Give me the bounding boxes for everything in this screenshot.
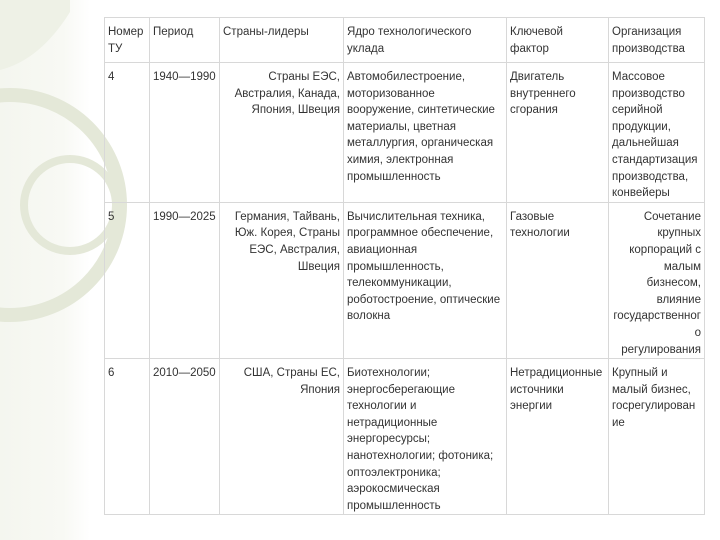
cell-factor: Газовые технологии	[507, 202, 609, 358]
cell-core: Биотехнологии; энергосберегающие технологии и нетрадиционные энергоресурсы; нанотехнологии; фотоника; оптоэлектроника; аэрокосмическая промышленность	[344, 359, 507, 515]
header-cell-core: Ядро технологического уклада	[344, 18, 507, 63]
cell-number: 5	[105, 202, 150, 358]
header-cell-number: Номер ТУ	[105, 18, 150, 63]
header-cell-countries: Страны-лидеры	[220, 18, 344, 63]
table-row	[105, 63, 705, 203]
header-cell-factor: Ключевой фактор	[507, 18, 609, 63]
cell-organization: Крупный и малый бизнес, госрегулирование	[609, 359, 705, 515]
cell-organization: Массовое производство серийной продукции, дальнейшая стандартизация производства, конвейеры	[609, 63, 705, 203]
header-cell-period: Период	[150, 18, 220, 63]
cell-countries: Страны ЕЭС, Австралия, Канада, Япония, Швеция	[220, 63, 344, 203]
table-row	[105, 202, 705, 358]
tech-modes-table	[104, 17, 705, 515]
cell-core: Автомобилестроение, моторизованное вооружение, синтетические материалы, цветная металлургия, органическая химия, электронная промышленность	[344, 63, 507, 203]
cell-factor: Двигатель внутреннего сгорания	[507, 63, 609, 203]
cell-factor: Нетрадиционные источники энергии	[507, 359, 609, 515]
cell-period: 1990—2025	[150, 202, 220, 358]
cell-number: 6	[105, 359, 150, 515]
cell-countries: США, Страны ЕС, Япония	[220, 359, 344, 515]
cell-number: 4	[105, 63, 150, 203]
table-header-row	[105, 18, 705, 63]
cell-period: 1940—1990	[150, 63, 220, 203]
cell-core: Вычислительная техника, программное обеспечение, авиационная промышленность, телекоммуникации, роботостроение, оптические волокна	[344, 202, 507, 358]
cell-organization: Сочетание крупных корпораций с малым бизнесом, влияние государственного регулирования	[609, 202, 705, 358]
cell-countries: Германия, Тайвань, Юж. Корея, Страны ЕЭС, Австралия, Швеция	[220, 202, 344, 358]
header-cell-organization: Организация производства	[609, 18, 705, 63]
table-row	[105, 359, 705, 515]
cell-period: 2010—2050	[150, 359, 220, 515]
